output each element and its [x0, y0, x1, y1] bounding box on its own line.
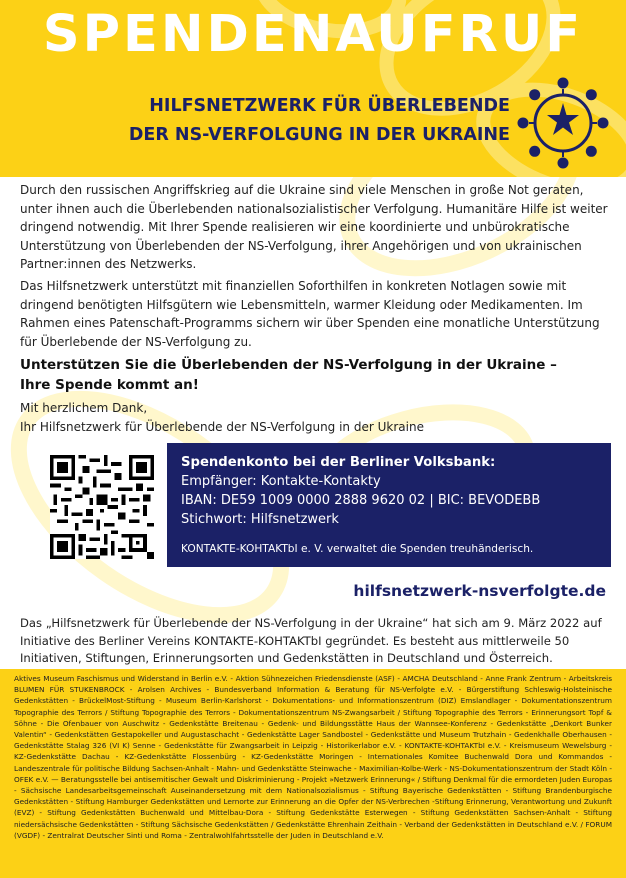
closing-line-1: Mit herzlichem Dank, [20, 401, 148, 415]
page-title: SPENDENAUFRUF [42, 5, 584, 64]
qr-code-icon[interactable] [50, 455, 154, 559]
call-to-action [20, 355, 580, 395]
bank-keyword: Stichwort: Hilfsnetzwerk [181, 512, 339, 527]
closing-line-2: Ihr Hilfsnetzwerk für Überlebende der NS-Verfolgung in der Ukraine [20, 419, 424, 434]
star-circle-logo-icon [517, 77, 609, 169]
bank-note: KONTAKTE-KOHTAKTbI e. V. verwaltet die Spenden treuhänderisch. [181, 543, 534, 555]
about-paragraph: Das „Hilfsnetzwerk für Überlebende der NS-Verfolgung in der Ukraine“ hat sich am 9. März 2022 auf Initiative des Berliner Vereins KONTAKTE-KOHTAKTbI gegründet. Es besteht aus mittlerweile 50 Initiativen, Stiftungen, Erinnerungsorten und Gedenkstätten in Deutschland und Österreich. [20, 616, 602, 665]
network-subtitle [110, 92, 510, 150]
intro-paragraph-2: Das Hilfsnetzwerk unterstützt mit finanziellen Soforthilfen in konkreten Notlagen sowie mit dringend benötigten Hilfsgütern wie Lebensmitteln, warmer Kleidung oder Medikamenten. Im Rahmen eines Patenschaft-Programms sichern wir über Spenden eine monatliche Unterstützung für Überlebende der NS-Verfolgung zu. [20, 279, 600, 349]
intro-paragraph-1: Durch den russischen Angriffskrieg auf die Ukraine sind viele Menschen in große Not geraten, unter ihnen auch die Überlebenden nationalsozialistischer Verfolgung. Humanitäre Hilfe ist weiter dringend notwendig. Mit Ihrer Spende realisieren wir eine koordinierte und unbürokratische Unterstützung von Überlebenden der NS-Verfolgung, ihrer Angehörigen und von ukrainischen Partner:innen des Netzwerks. [20, 183, 608, 271]
callout-line-2: Ihre Spende kommt an! [20, 377, 199, 393]
member-list: Aktives Museum Faschismus und Widerstand in Berlin e.V. - Aktion Sühnezeichen Friedensdienste (ASF) - AMCHA Deutschland - Anne Frank Zentrum - Arbeitskreis BLUMEN FÜR STUKENBROCK - Arolsen Archives - Bundesverband Information & Beratung für NS-Verfolgte e.V. - Bürgerstiftung Schleswig-Holsteinische Gedenkstätten - BrückelMost-Stiftung - Museum Berlin-Karlshorst - Dokumentations- und Informationszentrum (DIZ) Emslandlager - Dokumentationszentrum Topographie des Terrors / Stiftung Topographie des Terrors - Dokumentationszentrum NS-Zwangsarbeit / Stiftung Topographie des Terrors - Erinnerungsort Topf & Söhne - Die Ofenbauer von Auschwitz - Gedenkstätte Breitenau - Gedenk- und Bildungsstätte Haus der Wannsee-Konferenz - Gedenkstätte „Denkort Bunker Valentin“ - Gedenkstätten Gestapokeller und Augustaschacht - Gedenkstätte Lager Sandbostel - Gedenkstätte und Museum Trutzhain - Gedenkhalle Oberhausen - Gedenkstätte Stalag 326 (VI K) Senne - Gedenkstätte für Zwangsarbeit in Leipzig - Historikerlabor e.V. - KONTAKTE-KOHTAKTbI e.V. - Kreismuseum Wewelsburg - KZ-Gedenkstätte Dachau - KZ-Gedenkstätte Flossenbürg - KZ-Gedenkstätte Moringen - Internationales Komitee Buchenwald Dora und Kommandos - Landeszentrale für politische Bildung Sachsen-Anhalt - Mahn- und Gedenkstätte Steinwache - Maximilian-Kolbe-Werk - NS-Dokumentationszentrum der Stadt Köln - OFEK e.V. — Beratungsstelle bei antisemitischer Gewalt und Diskriminierung - Projekt »Netzwerk Erinnerung« / Stiftung Denkmal für die ermordeten Juden Europas - Sächsische Landesarbeitsgemeinschaft Auseinandersetzung mit dem Nationalsozialismus - Stiftung Bayerische Gedenkstätten - Stiftung Brandenburgische Gedenkstätten - Stiftung Hamburger Gedenkstätten und Lernorte zur Erinnerung an die Opfer der NS-Verbrechen -Stiftung Erinnerung, Verantwortung und Zukunft (EVZ) - Stiftung Gedenkstätten Buchenwald und Mittelbau-Dora - Stiftung Gedenkstätte Esterwegen - Stiftung Gedenkstätten Sachsen-Anhalt - Stiftung niedersächsische Gedenkstätten - Stiftung Sächsische Gedenkstätten / Gedenkstätte Ehrenhain Zeithain - Verband der Gedenkstätten in Deutschland e.V. / FORUM (VGDF) - Zentralrat Deutscher Sinti und Roma - Zentralwohlfahrtsstelle der Juden in Deutschland e.V. [14, 674, 612, 840]
bank-title: Spendenkonto bei der Berliner Volksbank: [181, 455, 496, 470]
website-link[interactable]: hilfsnetzwerk-nsverfolgte.de [353, 582, 606, 600]
bank-iban: IBAN: DE59 1009 0000 2888 9620 02 | BIC: BEVODEBB [181, 493, 541, 508]
content-area [0, 177, 626, 667]
subtitle-line-2: DER NS-VERFOLGUNG IN DER UKRAINE [128, 125, 510, 145]
bank-account-box [167, 443, 611, 567]
closing-signature [20, 399, 610, 436]
header-banner [0, 0, 626, 177]
callout-line-1: Unterstützen Sie die Überlebenden der NS-Verfolgung in der Ukraine – [20, 357, 557, 373]
footer-members [0, 669, 626, 878]
subtitle-line-1: HILFSNETZWERK FÜR ÜBERLEBENDE [149, 96, 510, 116]
bank-recipient: Empfänger: Kontakte-Kontakty [181, 474, 381, 489]
